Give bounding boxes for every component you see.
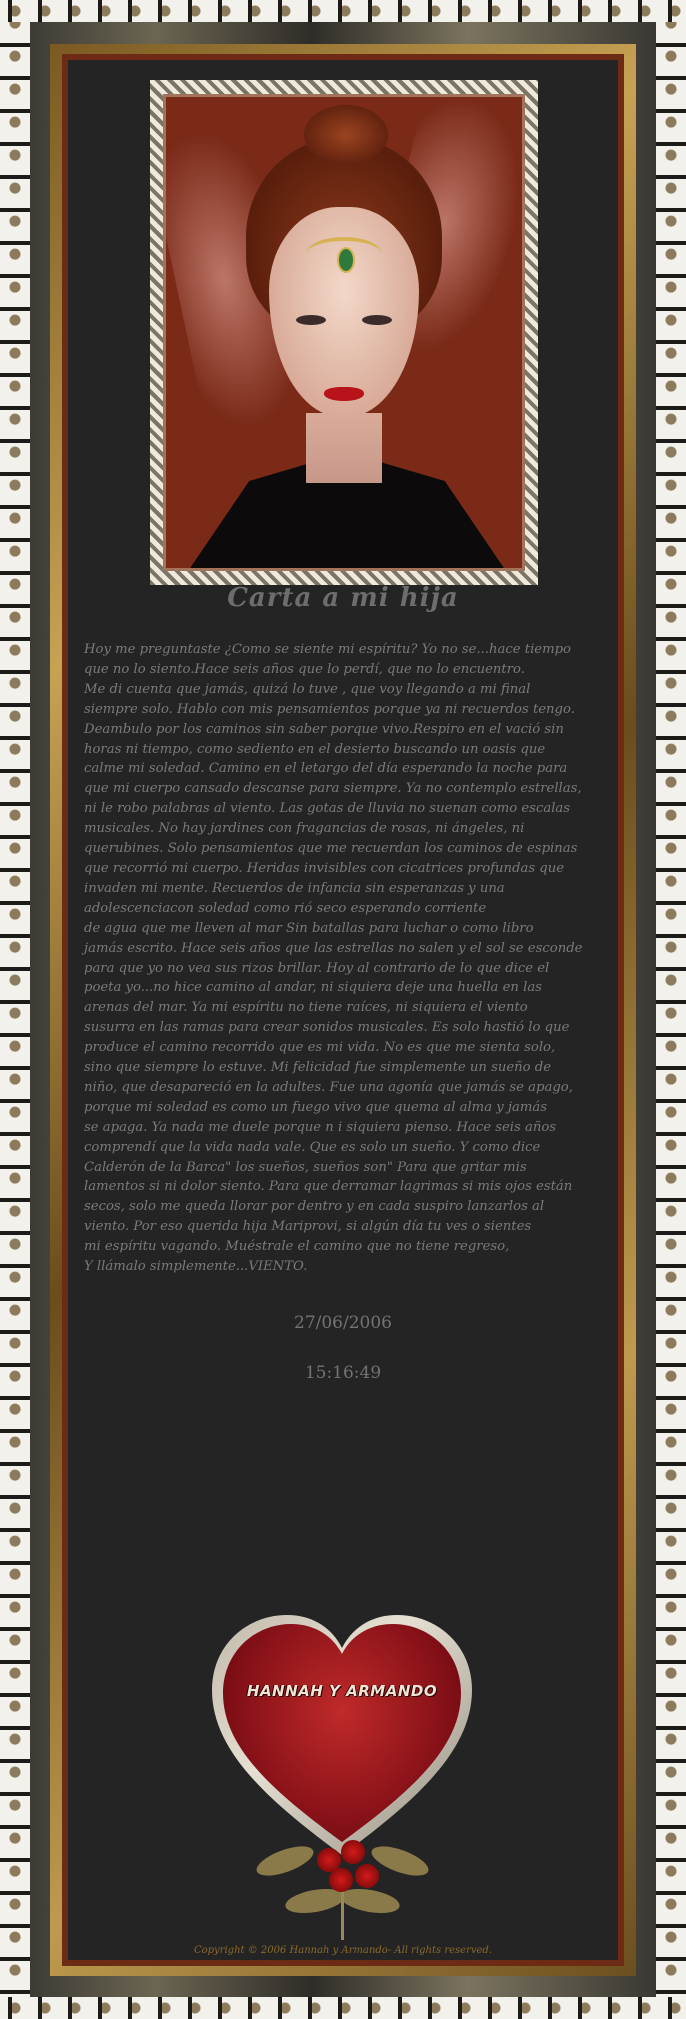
letter-line: produce el camino recorrido que es mi vida. No es que me sienta solo, xyxy=(84,1040,556,1056)
copyright-notice: Copyright © 2006 Hannah y Armando- All rights reserved. xyxy=(193,1945,492,1956)
letter-line: que recorrió mi cuerpo. Heridas invisibles con cicatrices profundas que xyxy=(84,860,565,876)
right-tile-border xyxy=(656,0,686,2019)
letter-line: viento. Por eso querida hija Mariprovi, si algún día tu ves o sientes xyxy=(84,1219,532,1235)
letter-line: Deambulo por los caminos sin saber porque vivo.Respiro en el vació sin xyxy=(84,721,564,737)
bottom-tile-border xyxy=(0,1997,686,2019)
letter-line: arenas del mar. Ya mi espíritu no tiene raíces, ni siquiera el viento xyxy=(84,1000,528,1016)
neck xyxy=(306,413,382,483)
letter-line: comprendí que la vida nada vale. Que es solo un sueño. Y como dice xyxy=(84,1139,541,1155)
letter-line: de agua que me lleven al mar Sin batallas para luchar o como libro xyxy=(84,920,534,936)
heart-fill xyxy=(219,1620,465,1848)
rose-bouquet xyxy=(255,1830,430,1940)
letter-line: Me di cuenta que jamás, quizá lo tuve , que voy llegando a mi final xyxy=(84,681,531,697)
left-eye xyxy=(296,315,326,325)
letter-line: secos, solo me queda llorar por dentro y en cada suspiro lanzarlos al xyxy=(84,1199,545,1215)
letter-body xyxy=(84,640,604,1277)
letter-line: invaden mi mente. Recuerdos de infancia sin esperanzas y una xyxy=(84,880,505,896)
letter-line: horas ni tiempo, como sediento en el desierto buscando un oasis que xyxy=(84,741,546,757)
letter-line: se apaga. Ya nada me duele porque n i siquiera pienso. Hace seis años xyxy=(84,1119,557,1135)
left-tile-border xyxy=(0,0,30,2019)
letter-line: niño, que desapareció en la adultes. Fue una agonía que jamás se apago, xyxy=(84,1079,573,1095)
letter-line: Y llámalo simplemente...VIENTO. xyxy=(84,1259,308,1275)
letter-title: Carta a mi hija xyxy=(227,583,459,613)
hair-bun xyxy=(304,105,388,165)
letter-line: musicales. No hay jardines con fragancias de rosas, ni ángeles, ni xyxy=(84,821,525,837)
rose xyxy=(341,1840,365,1864)
letter-time: 15:16:49 xyxy=(304,1363,382,1383)
letter-line: poeta yo...no hice camino al andar, ni siquiera deje una huella en las xyxy=(84,980,542,996)
portrait-image xyxy=(163,94,525,571)
letter-line: calme mi soledad. Camino en el letargo del día esperando la noche para xyxy=(84,761,568,777)
right-eye xyxy=(362,315,392,325)
letter-line: Calderón de la Barca" los sueños, sueños son" Para que gritar mis xyxy=(84,1159,527,1175)
letter-line: mi espíritu vagando. Muéstrale el camino que no tiene regreso, xyxy=(84,1239,510,1255)
heart-label: HANNAH Y ARMANDO xyxy=(246,1682,438,1700)
letter-line: siempre solo. Hablo con mis pensamientos porque ya ni recuerdos tengo. xyxy=(84,701,575,717)
letter-line: adolescenciacon soledad como rió seco esperando corriente xyxy=(84,900,487,916)
letter-line: que no lo siento.Hace seis años que lo perdí, que no lo encuentro. xyxy=(84,661,525,677)
letter-line: para que yo no vea sus rizos brillar. Hoy al contrario de lo que dice el xyxy=(84,960,550,976)
rose xyxy=(355,1864,379,1888)
letter-line: que mi cuerpo cansado descanse para siempre. Ya no contemplo estrellas, xyxy=(84,781,582,797)
letter-line: querubines. Solo pensamientos que me recuerdan los caminos de espinas xyxy=(84,841,578,857)
letter-line: Hoy me preguntaste ¿Como se siente mi espíritu? Yo no se...hace tiempo xyxy=(84,642,571,657)
letter-line: porque mi soledad es como un fuego vivo que quema al alma y jamás xyxy=(84,1099,547,1115)
rose xyxy=(329,1868,353,1892)
letter-date: 27/06/2006 xyxy=(294,1313,392,1333)
letter-line: sino que siempre lo estuve. Mi felicidad fue simplemente un sueño de xyxy=(84,1060,552,1076)
heart-emblem xyxy=(207,1610,477,1860)
letter-line: ni le robo palabras al viento. Las gotas de lluvia no suenan como escalas xyxy=(84,801,571,817)
lips xyxy=(324,387,364,401)
tiara-gem xyxy=(337,247,355,273)
top-tile-border xyxy=(0,0,686,22)
leaf xyxy=(253,1840,317,1881)
letter-line: susurra en las ramas para crear sonidos musicales. Es solo hastió lo que xyxy=(84,1020,570,1036)
letter-line: lamentos si ni dolor siento. Para que derramar lagrimas si mis ojos están xyxy=(84,1179,573,1195)
letter-line: jamás escrito. Hace seis años que las estrellas no salen y el sol se esconde xyxy=(84,940,583,956)
